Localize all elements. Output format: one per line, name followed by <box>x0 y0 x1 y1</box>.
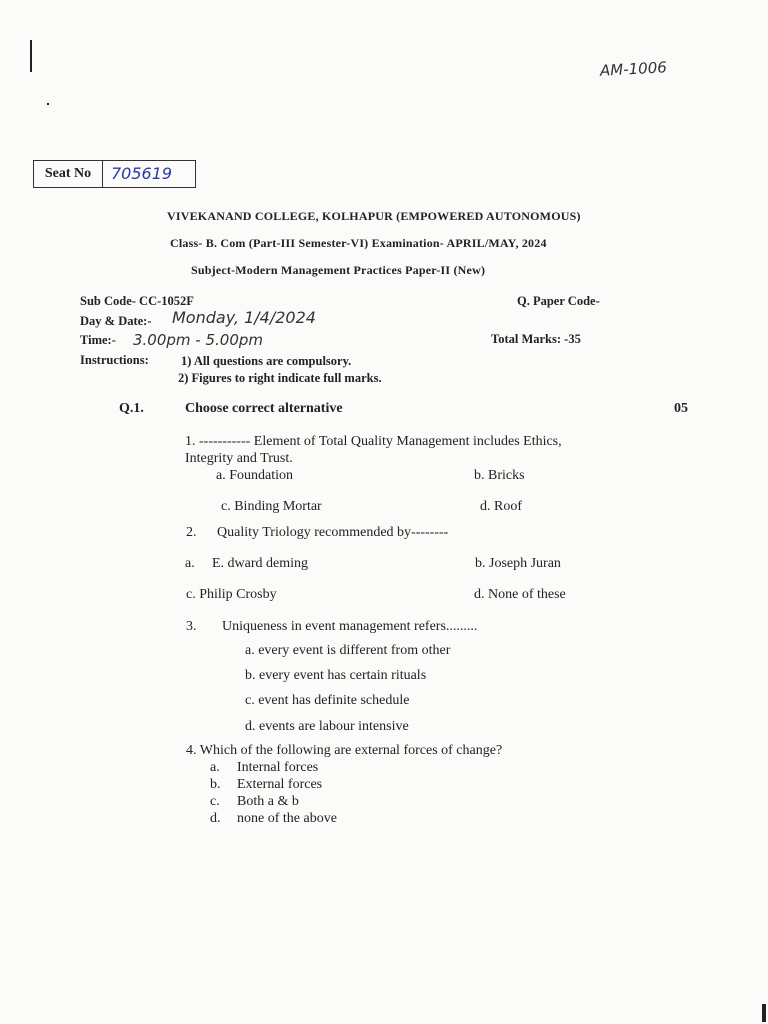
subq4-option-d: none of the above <box>237 811 337 826</box>
seat-number-box <box>33 160 196 188</box>
subq3-option-a: a. every event is different from other <box>245 643 451 658</box>
subq2-option-c: c. Philip Crosby <box>186 587 277 602</box>
subq2-option-a-letter: a. <box>185 556 195 571</box>
subq4-option-a-letter: a. <box>210 760 220 775</box>
subq2-text: Quality Triology recommended by-------- <box>217 525 449 540</box>
subject-line: Subject-Modern Management Practices Paper-II (New) <box>191 263 486 277</box>
scan-mark-left <box>30 40 32 72</box>
sub-code: Sub Code- CC-1052F <box>80 294 194 308</box>
subq4-text: 4. Which of the following are external forces of change? <box>186 743 503 758</box>
subq3-text: Uniqueness in event management refers......... <box>222 619 478 634</box>
subq2-option-b: b. Joseph Juran <box>475 556 561 571</box>
subq4-option-b-letter: b. <box>210 777 221 792</box>
subq1-option-a: a. Foundation <box>216 468 293 483</box>
time-value: 3.00pm - 5.00pm <box>133 331 264 349</box>
subq1-option-d: d. Roof <box>480 499 522 514</box>
subq1-text-line1: 1. ----------- Element of Total Quality Management includes Ethics, <box>185 434 562 449</box>
subq4-option-a: Internal forces <box>237 760 319 775</box>
subq4-option-c: Both a & b <box>237 794 299 809</box>
subq2-option-d: d. None of these <box>474 587 566 602</box>
question-title: Choose correct alternative <box>185 401 343 416</box>
question-marks: 05 <box>674 401 688 416</box>
total-marks: Total Marks: -35 <box>491 332 581 346</box>
seat-number-value: 705619 <box>111 164 173 183</box>
subq4-option-b: External forces <box>237 777 323 792</box>
subq3-option-d: d. events are labour intensive <box>245 719 409 734</box>
scan-mark-bottom-right <box>762 1004 766 1022</box>
seat-number-label: Seat No <box>34 161 103 187</box>
subq1-option-c: c. Binding Mortar <box>221 499 322 514</box>
paper-code: Q. Paper Code- <box>517 294 600 308</box>
subq4-option-c-letter: c. <box>210 794 220 809</box>
time-label: Time:- <box>80 333 116 347</box>
subq4-option-d-letter: d. <box>210 811 221 826</box>
instruction-1: 1) All questions are compulsory. <box>181 354 352 368</box>
subq2-number: 2. <box>186 525 197 540</box>
day-date-label: Day & Date:- <box>80 314 152 328</box>
subq1-text-line2: Integrity and Trust. <box>185 451 293 466</box>
day-date-value: Monday, 1/4/2024 <box>172 308 316 327</box>
scan-mark-dot <box>47 103 49 105</box>
subq3-option-c: c. event has definite schedule <box>245 693 410 708</box>
subq1-option-b: b. Bricks <box>474 468 525 483</box>
instructions-label: Instructions: <box>80 353 149 367</box>
college-name: VIVEKANAND COLLEGE, KOLHAPUR (EMPOWERED AUTONOMOUS) <box>167 209 581 223</box>
document-code: AM-1006 <box>599 58 668 80</box>
instruction-2: 2) Figures to right indicate full marks. <box>178 371 382 385</box>
subq3-number: 3. <box>186 619 197 634</box>
subq3-option-b: b. every event has certain rituals <box>245 668 427 683</box>
question-number: Q.1. <box>119 401 144 416</box>
subq2-option-a: E. dward deming <box>212 556 309 571</box>
class-line: Class- B. Com (Part-III Semester-VI) Examination- APRIL/MAY, 2024 <box>170 236 547 250</box>
